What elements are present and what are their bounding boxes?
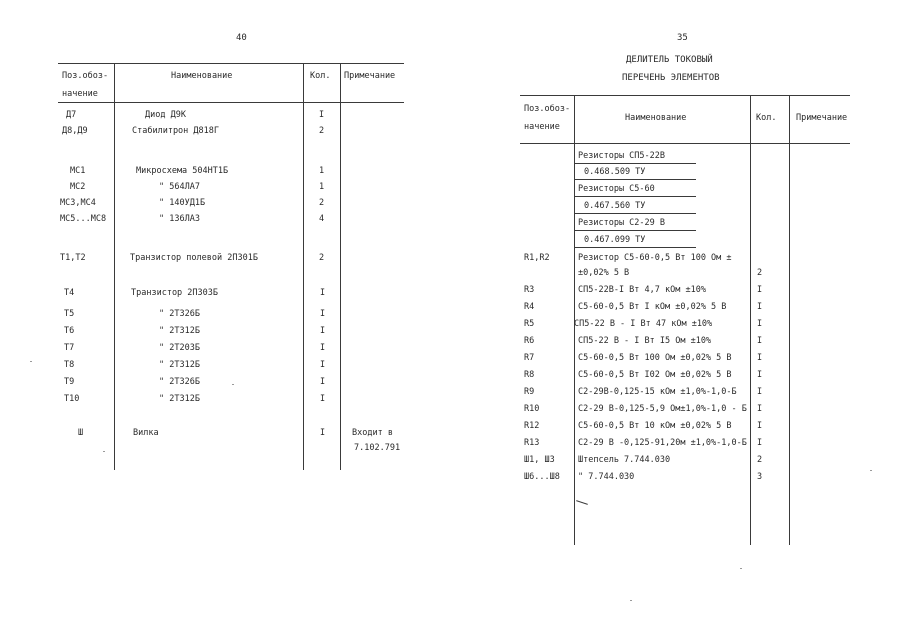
scan-speck: [740, 568, 742, 569]
left-row-pos: Т8: [64, 360, 75, 370]
right-row-name: С2-29 В-0,125-5,9 Ом±1,0%-1,0 - Б: [578, 404, 747, 414]
group-spec: 0.468.509 ТУ: [584, 167, 646, 177]
left-row-name: Транзистор 2П303Б: [131, 288, 218, 298]
left-header-note: Примечание: [344, 71, 396, 81]
left-row-name: " 2Т312Б: [159, 326, 200, 336]
right-row-pos: R3: [524, 285, 535, 295]
left-row-name: " 136ЛА3: [159, 214, 200, 224]
right-row-name: С2-29В-0,125-15 кОм ±1,0%-1,0-Б: [578, 387, 737, 397]
right-row-pos: R9: [524, 387, 535, 397]
right-row-qty: I: [757, 302, 763, 312]
scan-speck: [30, 361, 32, 362]
right-row-qty: I: [757, 336, 763, 346]
right-row-name: С5-60-0,5 Вт 100 Ом ±0,02% 5 В: [578, 353, 732, 363]
right-row-qty: 3: [757, 472, 763, 482]
left-row-pos: Т5: [64, 309, 75, 319]
right-row-pos: R13: [524, 438, 540, 448]
group-underline: [574, 163, 696, 164]
document-title: ДЕЛИТЕЛЬ ТОКОВЫЙ: [626, 55, 713, 65]
left-row-qty: 1: [319, 166, 325, 176]
left-row-pos: Т10: [64, 394, 80, 404]
left-row-name: " 140УД1Б: [159, 198, 206, 208]
right-header-note: Примечание: [796, 113, 848, 123]
left-row-qty: I: [320, 360, 326, 370]
left-row-qty: I: [320, 326, 326, 336]
right-row-qty: I: [757, 319, 763, 329]
right-row-name: С5-60-0,5 Вт 10 кОм ±0,02% 5 В: [578, 421, 732, 431]
left-row-qty: 2: [319, 253, 325, 263]
left-row-pos: Т6: [64, 326, 75, 336]
handwritten-dash: [576, 500, 588, 505]
left-row-pos: Ш: [78, 428, 84, 438]
left-header-qty: Кол.: [310, 71, 331, 81]
left-row-name: Диод Д9К: [145, 110, 186, 120]
group-underline: [574, 247, 696, 248]
left-page-number: 40: [236, 33, 247, 43]
left-row-qty: I: [320, 377, 326, 387]
left-row-qty: 2: [319, 198, 325, 208]
right-row-pos: R5: [524, 319, 535, 329]
left-row-pos: Т9: [64, 377, 75, 387]
left-row-name: " 2Т326Б: [159, 377, 200, 387]
left-row-pos: МС2: [70, 182, 86, 192]
group-underline: [574, 196, 696, 197]
right-row-qty: I: [757, 387, 763, 397]
left-row-name: " 2Т203Б: [159, 343, 200, 353]
right-table-top-border: [520, 95, 850, 96]
right-header-name: Наименование: [625, 113, 687, 123]
left-row-pos: Т7: [64, 343, 75, 353]
left-table-top-border: [58, 63, 404, 64]
left-row-name: Вилка: [133, 428, 159, 438]
right-row-name: С5-60-0,5 Вт I кОм ±0,02% 5 В: [578, 302, 727, 312]
right-row-qty: 2: [757, 455, 763, 465]
left-row-qty: I: [320, 428, 326, 438]
right-row-name: Резистор С5-60-0,5 Вт 100 Ом ±: [578, 253, 732, 263]
right-col-divider-3: [789, 95, 790, 545]
left-row-pos: МС3,МС4: [60, 198, 96, 208]
left-row-pos: МС1: [70, 166, 86, 176]
right-row-name: С5-60-0,5 Вт I02 Ом ±0,02% 5 В: [578, 370, 732, 380]
right-row-pos: R7: [524, 353, 535, 363]
right-row-name: СП5-22 В - I Вт I5 Ом ±10%: [578, 336, 712, 346]
left-row-qty: I: [319, 110, 325, 120]
group-underline: [574, 213, 696, 214]
left-row-pos: Т1,Т2: [60, 253, 86, 263]
right-row-pos: R6: [524, 336, 535, 346]
left-row-name: Транзистор полевой 2П301Б: [130, 253, 258, 263]
right-row-name: С2-29 В -0,125-91,20м ±1,0%-1,0-Б: [578, 438, 747, 448]
scan-speck: [103, 451, 105, 452]
left-col-divider-1: [114, 63, 115, 470]
right-row-name: СП5-22В-I Вт 4,7 кОм ±10%: [578, 285, 706, 295]
right-row-pos: R8: [524, 370, 535, 380]
right-col-divider-2: [750, 95, 751, 545]
left-row-name: " 2Т326Б: [159, 309, 200, 319]
right-row-pos: R1,R2: [524, 253, 550, 263]
right-header-pos-1: Поз.обоз-: [524, 104, 571, 114]
right-row-qty: I: [757, 421, 763, 431]
group-title: Резисторы С2-29 В: [578, 218, 665, 228]
right-header-pos-2: начение: [524, 122, 560, 132]
right-row-pos: R4: [524, 302, 535, 312]
right-header-qty: Кол.: [756, 113, 777, 123]
right-table-header-border: [520, 143, 850, 144]
left-row-qty: I: [320, 309, 326, 319]
scan-speck: [630, 600, 632, 601]
right-table: [450, 0, 900, 621]
right-row-name: Штепсель 7.744.030: [578, 455, 671, 465]
right-row-name: ±0,02% 5 В: [578, 268, 630, 278]
left-row-name: Микросхема 504НТ1Б: [136, 166, 229, 176]
right-row-qty: I: [757, 285, 763, 295]
left-row-note-2: 7.102.791: [354, 443, 401, 453]
right-row-name: " 7.744.030: [578, 472, 635, 482]
right-page: [450, 0, 900, 621]
right-row-pos: Ш6...Ш8: [524, 472, 560, 482]
left-table-header-border: [58, 102, 404, 103]
left-row-pos: Т4: [64, 288, 75, 298]
right-row-qty: I: [757, 353, 763, 363]
left-row-note: Входит в: [352, 428, 393, 438]
right-page-number: 35: [677, 33, 688, 43]
group-underline: [574, 230, 696, 231]
scan-speck: [232, 384, 234, 385]
left-row-name: Стабилитрон Д818Г: [132, 126, 219, 136]
right-row-qty: I: [757, 370, 763, 380]
group-title: Резисторы С5-60: [578, 184, 655, 194]
left-row-qty: I: [320, 394, 326, 404]
group-title: Резисторы СП5-22В: [578, 151, 665, 161]
left-col-divider-2: [303, 63, 304, 470]
left-header-pos-1: Поз.обоз-: [62, 71, 109, 81]
left-header-name: Наименование: [171, 71, 233, 81]
group-spec: 0.467.099 ТУ: [584, 235, 646, 245]
left-row-name: " 2Т312Б: [159, 360, 200, 370]
right-row-qty: I: [757, 404, 763, 414]
right-row-name: СП5-22 В - I Вт 47 кОм ±10%: [574, 319, 713, 329]
group-spec: 0.467.560 ТУ: [584, 201, 646, 211]
left-row-name: " 564ЛА7: [159, 182, 200, 192]
group-underline: [574, 179, 696, 180]
left-row-qty: I: [320, 343, 326, 353]
left-row-name: " 2Т312Б: [159, 394, 200, 404]
document-subtitle: ПЕРЕЧЕНЬ ЭЛЕМЕНТОВ: [622, 73, 720, 83]
left-row-qty: 1: [319, 182, 325, 192]
left-row-qty: I: [320, 288, 326, 298]
left-header-pos-2: начение: [62, 89, 98, 99]
left-col-divider-3: [340, 63, 341, 470]
right-row-pos: Ш1, Ш3: [524, 455, 555, 465]
left-row-pos: МС5...МС8: [60, 214, 107, 224]
left-row-qty: 2: [319, 126, 325, 136]
right-row-qty: 2: [757, 268, 763, 278]
left-row-pos: Д8,Д9: [62, 126, 88, 136]
right-row-pos: R12: [524, 421, 540, 431]
right-row-qty: I: [757, 438, 763, 448]
left-row-pos: Д7: [66, 110, 77, 120]
left-row-qty: 4: [319, 214, 325, 224]
right-row-pos: R10: [524, 404, 540, 414]
scan-speck: [870, 470, 872, 471]
